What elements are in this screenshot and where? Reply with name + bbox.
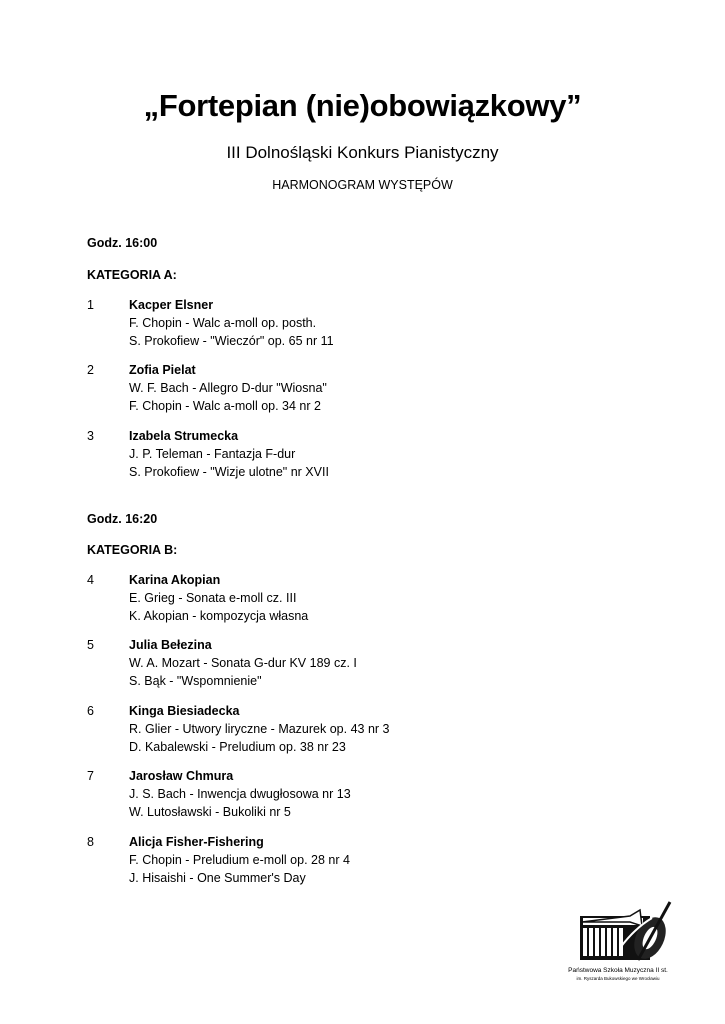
piece: J. P. Teleman - Fantazja F-dur (129, 447, 296, 461)
piece: S. Prokofiew - "Wieczór" op. 65 nr 11 (129, 334, 334, 348)
school-name (556, 967, 680, 983)
entry-number: 7 (87, 769, 94, 783)
piece: R. Glier - Utwory liryczne - Mazurek op. 43 nr 3 (129, 722, 390, 736)
piece: J. Hisaishi - One Summer's Day (129, 871, 306, 885)
entry-number: 4 (87, 573, 94, 587)
piece: F. Chopin - Preludium e-moll op. 28 nr 4 (129, 853, 350, 867)
session-time: Godz. 16:20 (87, 512, 158, 526)
piece: F. Chopin - Walc a-moll op. 34 nr 2 (129, 399, 321, 413)
entry-number: 8 (87, 835, 94, 849)
schedule-heading: HARMONOGRAM WYSTĘPÓW (272, 178, 453, 192)
page-title: „Fortepian (nie)obowiązkowy” (143, 88, 582, 123)
category-label: KATEGORIA B: (87, 543, 178, 557)
piece: K. Akopian - kompozycja własna (129, 609, 309, 623)
session-time: Godz. 16:00 (87, 236, 158, 250)
performer-name: Jarosław Chmura (129, 769, 234, 783)
entry-number: 6 (87, 704, 94, 718)
performer-name: Kinga Biesiadecka (129, 704, 240, 718)
competition-subtitle: III Dolnośląski Konkurs Pianistyczny (226, 143, 499, 162)
piece: S. Bąk - "Wspomnienie" (129, 674, 262, 688)
entry-number: 5 (87, 638, 94, 652)
school-name-line1: Państwowa Szkoła Muzyczna II st. (568, 967, 668, 974)
performer-name: Alicja Fisher-Fishering (129, 835, 264, 849)
entry-number: 2 (87, 363, 94, 377)
piece: W. F. Bach - Allegro D-dur "Wiosna" (129, 381, 327, 395)
performer-name: Zofia Pielat (129, 363, 196, 377)
performer-name: Julia Bełezina (129, 638, 212, 652)
performer-name: Izabela Strumecka (129, 429, 239, 443)
piece: E. Grieg - Sonata e-moll cz. III (129, 591, 297, 605)
piece: F. Chopin - Walc a-moll op. posth. (129, 316, 317, 330)
piece: W. A. Mozart - Sonata G-dur KV 189 cz. I (129, 656, 357, 670)
performer-name: Kacper Elsner (129, 298, 214, 312)
performer-name: Karina Akopian (129, 573, 221, 587)
piece: S. Prokofiew - "Wizje ulotne" nr XVII (129, 465, 329, 479)
entry-number: 3 (87, 429, 94, 443)
school-name-line2: im. Ryszarda Bukowskiego we Wrocławiu (576, 976, 660, 981)
category-label: KATEGORIA A: (87, 268, 177, 282)
piece: J. S. Bach - Inwencja dwugłosowa nr 13 (129, 787, 351, 801)
piece: W. Lutosławski - Bukoliki nr 5 (129, 805, 291, 819)
piece: D. Kabalewski - Preludium op. 38 nr 23 (129, 740, 346, 754)
entry-number: 1 (87, 298, 94, 312)
